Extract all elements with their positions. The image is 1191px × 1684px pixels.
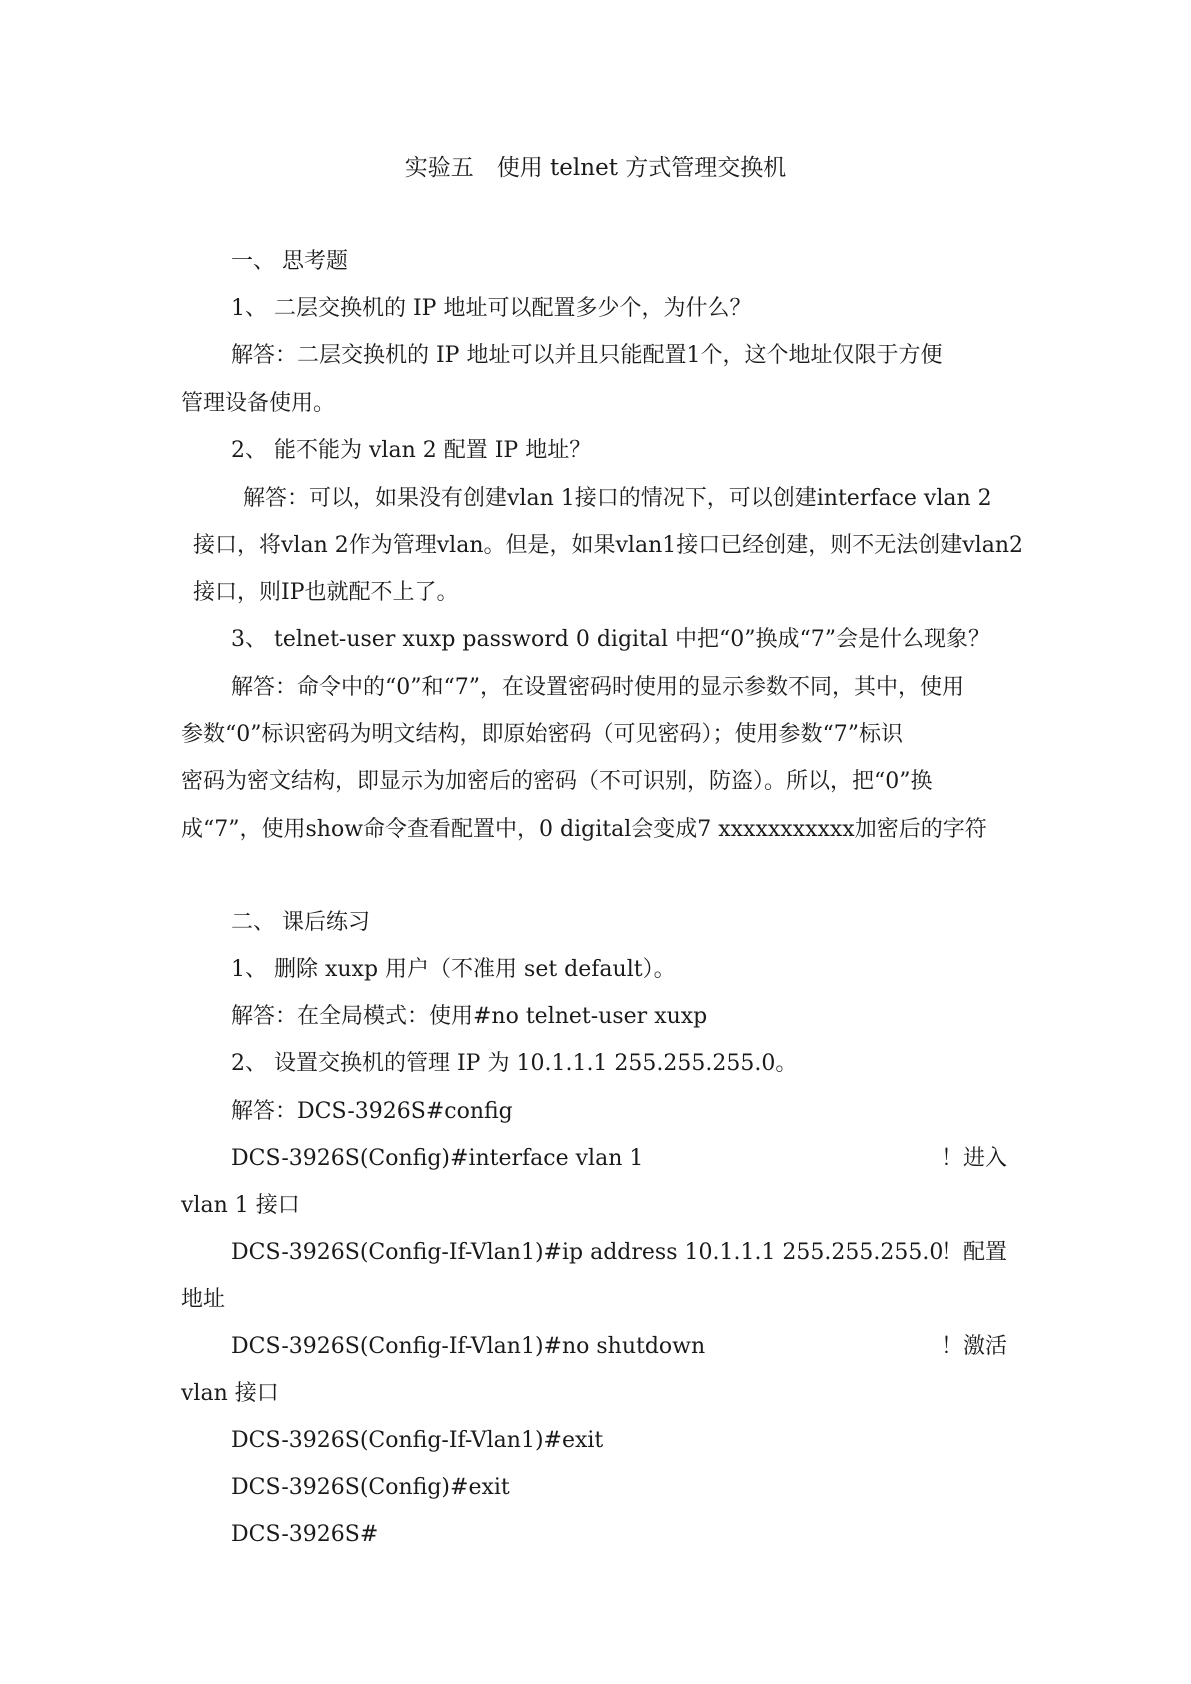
command-line-1: DCS-3926S(Config)#interface vlan 1 (231, 1146, 644, 1171)
command-line-2: DCS-3926S(Config-If-Vlan1)#ip address 10.1.1.1 255.255.255.0 (231, 1240, 944, 1265)
answer-3-line1: 解答：命令中的“0”和“7”，在设置密码时使用的显示参数不同，其中，使用 (231, 675, 964, 700)
answer-3-line3: 密码为密文结构，即显示为加密后的密码（不可识别，防盗）。所以，把“0”换 (181, 769, 933, 794)
section2-heading: 二、 课后练习 (231, 910, 370, 935)
exercise-1-answer: 解答：在全局模式：使用#no telnet-user xuxp (231, 1004, 708, 1029)
command-note-3-wrap: vlan 接口 (181, 1381, 279, 1406)
command-note-1-wrap: vlan 1 接口 (181, 1193, 300, 1218)
command-line-4: DCS-3926S(Config-If-Vlan1)#exit (231, 1428, 604, 1453)
exercise-1: 1、 删除 xuxp 用户（不准用 set default）。 (231, 957, 676, 982)
exercise-2-answer-intro: 解答：DCS-3926S#config (231, 1099, 513, 1124)
question-2: 2、 能不能为 vlan 2 配置 IP 地址？ (231, 438, 592, 463)
exercise-2: 2、 设置交换机的管理 IP 为 10.1.1.1 255.255.255.0。 (231, 1051, 798, 1076)
answer-1-line1: 解答：二层交换机的 IP 地址可以并且只能配置1个，这个地址仅限于方便 (231, 343, 943, 368)
command-note-1: ！进入 (941, 1146, 1008, 1171)
command-line-3: DCS-3926S(Config-If-Vlan1)#no shutdown (231, 1334, 706, 1359)
section1-heading: 一、 思考题 (231, 249, 348, 274)
page-title: 实验五 使用 telnet 方式管理交换机 (404, 155, 787, 181)
question-1: 1、 二层交换机的 IP 地址可以配置多少个，为什么？ (231, 296, 752, 321)
command-note-2: ！配置 (941, 1240, 1008, 1265)
answer-2-line1: 解答：可以，如果没有创建vlan 1接口的情况下，可以创建interface vlan 2 (243, 486, 992, 511)
answer-1-line2: 管理设备使用。 (181, 391, 336, 416)
answer-2-line2: 接口，将vlan 2作为管理vlan。但是，如果vlan1接口已经创建，则不无法创建vlan2 (193, 533, 1023, 558)
question-3: 3、 telnet-user xuxp password 0 digital 中把“0”换成“7”会是什么现象？ (231, 627, 991, 652)
command-note-2-wrap: 地址 (181, 1287, 226, 1312)
command-note-3: ！激活 (941, 1334, 1008, 1359)
command-line-5: DCS-3926S(Config)#exit (231, 1475, 510, 1500)
answer-3-line4: 成“7”，使用show命令查看配置中，0 digital会变成7 xxxxxxxxxxx加密后的字符 (181, 817, 987, 842)
command-line-6: DCS-3926S# (231, 1522, 379, 1547)
answer-3-line2: 参数“0”标识密码为明文结构，即原始密码（可见密码）；使用参数“7”标识 (181, 722, 903, 747)
answer-2-line3: 接口，则IP也就配不上了。 (193, 580, 459, 605)
